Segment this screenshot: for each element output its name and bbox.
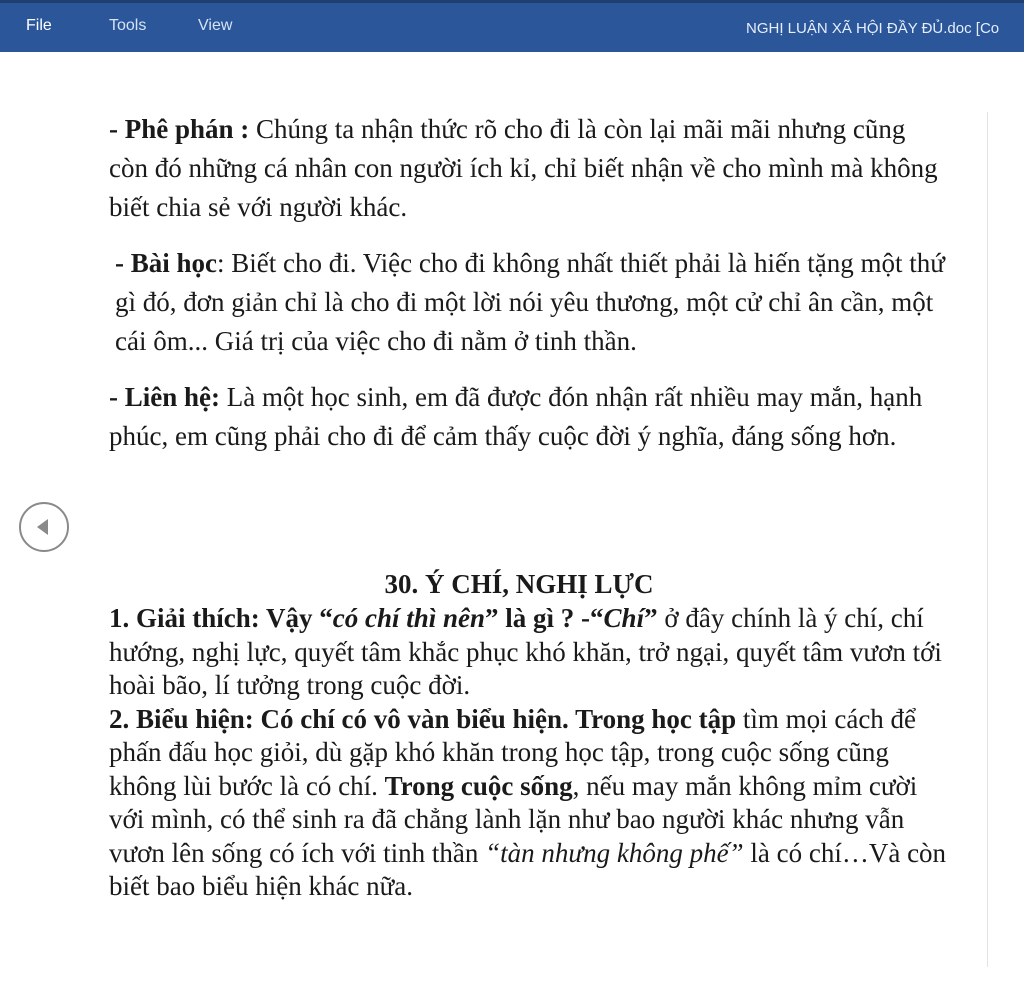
paragraph-phe-phan [109, 110, 949, 227]
paragraph-bai-hoc [109, 244, 949, 361]
document-section-2 [109, 602, 949, 904]
paragraph-lien-he [109, 378, 949, 456]
document-section-1 [109, 110, 949, 456]
giai-thich-bold-2: ” là gì ? -“ [485, 603, 604, 633]
bieu-hien-italic-1: “tàn nhưng không phế” [485, 837, 744, 868]
label-lien-he: - Liên hệ: [109, 382, 220, 412]
bieu-hien-bold-1: 2. Biểu hiện: Có chí có vô vàn biểu hiện. Trong học tập [109, 703, 737, 734]
menu-view[interactable]: View [198, 17, 233, 34]
giai-thich-italic-1: có chí thì nên [332, 603, 486, 633]
text-bai-hoc: : Biết cho đi. Việc cho đi không nhất thiết phải là hiến tặng một thứ gì đó, đơn giản chỉ là cho đi một lời nói yêu thương, một cử chỉ ân cần, một cái ôm... Giá trị của việc cho đi nằm ở tinh thần. [115, 248, 945, 356]
menu-file[interactable]: File [26, 17, 52, 34]
paragraph-bieu-hien [109, 703, 949, 904]
previous-page-button[interactable] [19, 502, 69, 552]
section-heading: 30. Ý CHÍ, NGHỊ LỰC [384, 569, 654, 599]
paragraph-giai-thich [109, 602, 949, 703]
giai-thich-bold-3: ” [644, 603, 658, 633]
document-title: NGHỊ LUẬN XÃ HỘI ĐẦY ĐỦ.doc [Co [746, 20, 1000, 37]
giai-thich-italic-2: Chí [603, 603, 645, 633]
bieu-hien-text-3: là có chí…Và còn biết bao biểu hiện khác nữa. [109, 837, 947, 901]
page-edge-divider [987, 112, 988, 967]
giai-thich-text: ở đây chính là ý chí, chí hướng, nghị lực, quyết tâm khắc phục khó khăn, trở ngại, quyết tâm vươn tới hoài bão, lí tưởng trong cuộc đời. [109, 603, 942, 700]
bieu-hien-text-1: tìm mọi cách để phấn đấu học giỏi, dù gặp khó khăn trong học tập, trong cuộc sống cũng không lùi bước là có chí. [109, 703, 917, 801]
text-phe-phan: Chúng ta nhận thức rõ cho đi là còn lại mãi mãi nhưng cũng còn đó những cá nhân con người ích kỉ, chỉ biết nhận về cho mình mà không biết chia sẻ với người khác. [109, 114, 938, 222]
bieu-hien-text-2: , nếu may mắn không mỉm cười với mình, có thể sinh ra đã chẳng lành lặn như bao người khác nhưng vẫn vươn lên sống có ích với tinh thần [109, 770, 918, 868]
chevron-left-icon [21, 504, 67, 550]
label-bai-hoc: - Bài học [115, 248, 218, 278]
menu-tools[interactable]: Tools [109, 17, 147, 34]
title-bar [0, 0, 1024, 52]
giai-thich-bold-1: 1. Giải thích: Vậy “ [109, 603, 333, 633]
bieu-hien-bold-2: Trong cuộc sống [384, 770, 573, 801]
text-lien-he: Là một học sinh, em đã được đón nhận rất nhiều may mắn, hạnh phúc, em cũng phải cho đi để cảm thấy cuộc đời ý nghĩa, đáng sống hơn. [109, 382, 923, 451]
label-phe-phan: - Phê phán : [109, 114, 250, 144]
